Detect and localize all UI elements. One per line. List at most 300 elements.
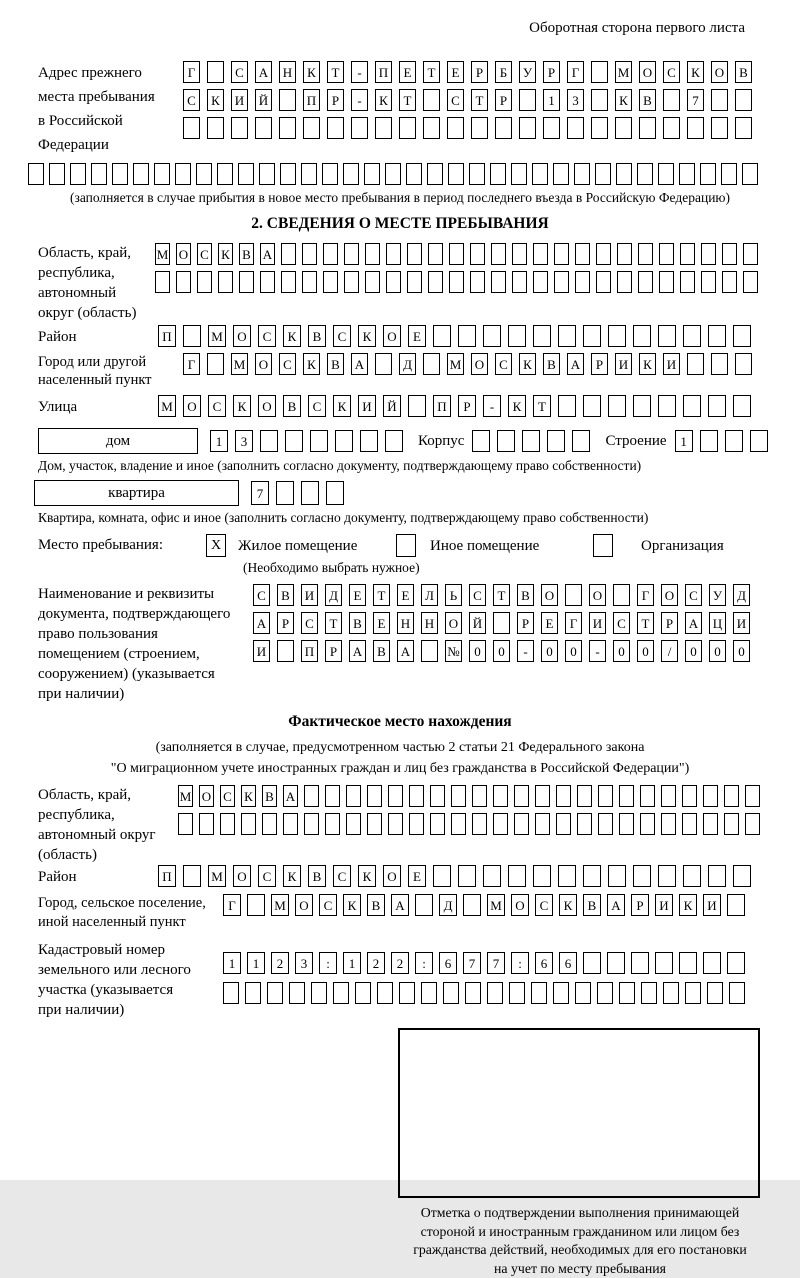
form-cell (514, 813, 529, 835)
form-cell (260, 271, 275, 293)
form-cell (183, 117, 200, 139)
form-cell (556, 785, 571, 807)
form-cell (533, 271, 548, 293)
form-cell: 6 (559, 952, 577, 974)
form-cell: В (239, 243, 254, 265)
form-cell (408, 395, 426, 417)
form-cell (283, 813, 298, 835)
region3-block (38, 785, 800, 865)
form-cell (333, 982, 349, 1004)
form-cell: М (158, 395, 176, 417)
form-cell: В (639, 89, 656, 111)
form-cell: П (303, 89, 320, 111)
form-cell (616, 163, 632, 185)
form-cell (365, 243, 380, 265)
form-cell (302, 271, 317, 293)
form-cell: 7 (487, 952, 505, 974)
form-cell (711, 89, 728, 111)
form-cell (575, 271, 590, 293)
form-cell: 0 (709, 640, 726, 662)
form-cell: В (349, 612, 366, 634)
form-cell: К (233, 395, 251, 417)
form-cell (683, 865, 701, 887)
form-cell: К (375, 89, 392, 111)
form-cell: С (301, 612, 318, 634)
house-number-cells (210, 430, 410, 452)
form-cell (409, 813, 424, 835)
form-cell: В (327, 353, 344, 375)
form-cell (451, 813, 466, 835)
form-cell (217, 163, 233, 185)
form-cell: В (367, 894, 385, 916)
form-cell: 7 (687, 89, 704, 111)
cell-row (155, 243, 764, 265)
form-cell (262, 813, 277, 835)
form-cell (449, 243, 464, 265)
cadastral-block (38, 940, 800, 1020)
form-cell: 1 (223, 952, 241, 974)
form-cell: А (567, 353, 584, 375)
form-cell (558, 325, 576, 347)
form-cell: И (253, 640, 270, 662)
form-cell (577, 813, 592, 835)
form-cell (708, 325, 726, 347)
form-cell (598, 785, 613, 807)
form-cell (302, 243, 317, 265)
label-line: Отметка о подтверждении выполнения принимающей (370, 1204, 790, 1223)
form-cell (727, 952, 745, 974)
form-cell: : (415, 952, 433, 974)
form-cell: И (615, 353, 632, 375)
form-cell (259, 163, 275, 185)
form-cell (608, 865, 626, 887)
form-cell: О (711, 61, 728, 83)
form-cell (276, 481, 294, 505)
form-cell: О (471, 353, 488, 375)
form-cell (613, 584, 630, 606)
form-cell (595, 163, 611, 185)
form-cell (407, 243, 422, 265)
form-cell: 0 (733, 640, 750, 662)
form-cell (497, 430, 515, 452)
form-cell: И (231, 89, 248, 111)
label-line: (область) (38, 845, 178, 865)
form-cell (223, 982, 239, 1004)
form-cell (658, 325, 676, 347)
form-cell: И (301, 584, 318, 606)
region-rows (155, 243, 764, 293)
form-cell: С (258, 865, 276, 887)
city3-row (38, 894, 800, 932)
form-cell (472, 785, 487, 807)
form-cell (448, 163, 464, 185)
form-cell: Д (733, 584, 750, 606)
form-cell (178, 813, 193, 835)
form-cell: К (218, 243, 233, 265)
form-cell: 1 (210, 430, 228, 452)
form-cell (687, 353, 704, 375)
form-cell (511, 163, 527, 185)
form-cell: С (319, 894, 337, 916)
stay-type-row (38, 534, 800, 557)
form-cell: Е (408, 325, 426, 347)
form-cell (360, 430, 378, 452)
form-cell (301, 163, 317, 185)
form-cell: К (343, 894, 361, 916)
form-cell: Е (541, 612, 558, 634)
form-cell (583, 952, 601, 974)
label-line: Область, край, (38, 243, 155, 263)
form-cell: К (679, 894, 697, 916)
form-cell: Т (533, 395, 551, 417)
form-cell: О (233, 325, 251, 347)
form-cell (631, 952, 649, 974)
section3-title: Фактическое место нахождения (0, 713, 800, 731)
previous-address-note: (заполняется в случае прибытия в новое место пребывания в период последнего въезда в Российскую Федерацию) (0, 190, 800, 206)
form-cell (633, 395, 651, 417)
cell-row (223, 894, 751, 916)
form-cell: Д (325, 584, 342, 606)
form-cell (472, 430, 490, 452)
form-cell (487, 982, 503, 1004)
form-cell (335, 430, 353, 452)
section2-title: 2. СВЕДЕНИЯ О МЕСТЕ ПРЕБЫВАНИЯ (0, 215, 800, 233)
form-cell (176, 271, 191, 293)
form-cell: К (358, 865, 376, 887)
form-cell (639, 117, 656, 139)
form-cell (661, 813, 676, 835)
form-cell: С (208, 395, 226, 417)
form-cell: 1 (247, 952, 265, 974)
form-cell: О (445, 612, 462, 634)
form-cell: Т (637, 612, 654, 634)
form-cell: С (613, 612, 630, 634)
form-cell: Р (517, 612, 534, 634)
form-cell: П (375, 61, 392, 83)
form-cell (638, 271, 653, 293)
form-cell: С (333, 865, 351, 887)
form-cell (708, 395, 726, 417)
form-cell: Р (661, 612, 678, 634)
region3-rows (178, 785, 766, 835)
form-cell (522, 430, 540, 452)
cell-row (178, 813, 766, 835)
form-cell (260, 430, 278, 452)
form-cell (519, 89, 536, 111)
form-cell (725, 430, 743, 452)
form-cell: Т (325, 612, 342, 634)
form-cell (735, 89, 752, 111)
form-cell (301, 481, 319, 505)
korpus-label: Корпус (410, 429, 472, 453)
form-cell: : (319, 952, 337, 974)
apartment-row (34, 480, 800, 506)
form-cell (375, 353, 392, 375)
form-cell: Й (255, 89, 272, 111)
form-cell (433, 865, 451, 887)
form-cell: В (277, 584, 294, 606)
form-cell: И (703, 894, 721, 916)
form-cell: Г (183, 61, 200, 83)
form-cell (742, 163, 758, 185)
form-cell: - (517, 640, 534, 662)
form-cell (532, 163, 548, 185)
form-cell (577, 785, 592, 807)
form-cell: А (255, 61, 272, 83)
label-line: Город, сельское поселение, (38, 894, 223, 913)
form-cell: С (685, 584, 702, 606)
form-cell: 1 (343, 952, 361, 974)
form-cell (281, 271, 296, 293)
form-cell: М (155, 243, 170, 265)
form-cell (663, 117, 680, 139)
form-cell (633, 865, 651, 887)
form-cell: О (661, 584, 678, 606)
house-note: Дом, участок, владение и иное (заполнить согласно документу, подтверждающему право собственности) (38, 458, 800, 474)
form-cell (490, 163, 506, 185)
form-cell (322, 163, 338, 185)
previous-address-rows (183, 61, 759, 139)
form-cell (558, 865, 576, 887)
form-cell (183, 325, 201, 347)
form-cell: И (655, 894, 673, 916)
label-line: "О миграционном учете иностранных граждан и лиц без гражданства в Российской Федерации") (0, 758, 800, 779)
form-cell (433, 325, 451, 347)
cell-row (253, 640, 757, 662)
form-cell (472, 813, 487, 835)
label-line: Кадастровый номер (38, 940, 223, 960)
form-cell (470, 243, 485, 265)
form-cell (708, 865, 726, 887)
form-cell: Л (421, 584, 438, 606)
checkbox-residential: X (206, 534, 226, 557)
cell-row-full-width (28, 163, 800, 185)
form-cell (280, 163, 296, 185)
form-cell (154, 163, 170, 185)
form-cell (735, 353, 752, 375)
form-cell (655, 952, 673, 974)
form-cell: С (258, 325, 276, 347)
form-cell (447, 117, 464, 139)
form-cell (638, 243, 653, 265)
form-cell: 0 (613, 640, 630, 662)
form-cell: П (301, 640, 318, 662)
form-cell (735, 117, 752, 139)
form-cell (343, 163, 359, 185)
form-cell (183, 865, 201, 887)
label-line: на учет по месту пребывания (370, 1260, 790, 1278)
form-cell: А (685, 612, 702, 634)
form-cell (750, 430, 768, 452)
form-cell: А (349, 640, 366, 662)
cell-row (223, 982, 751, 1004)
label-line: помещением (строением, (38, 644, 253, 664)
form-cell (423, 89, 440, 111)
form-cell: Д (399, 353, 416, 375)
label-line: участка (указывается (38, 980, 223, 1000)
form-cell (703, 785, 718, 807)
form-cell (399, 982, 415, 1004)
form-cell: М (178, 785, 193, 807)
form-cell: Р (631, 894, 649, 916)
form-cell (724, 785, 739, 807)
form-cell (591, 61, 608, 83)
form-cell: 0 (493, 640, 510, 662)
cell-row (183, 61, 759, 83)
label-line: автономный округ (38, 825, 178, 845)
form-cell: П (158, 865, 176, 887)
form-cell (701, 243, 716, 265)
option-residential-label: Жилое помещение (226, 536, 396, 555)
form-cell: Р (325, 640, 342, 662)
form-cell (458, 865, 476, 887)
form-cell (207, 353, 224, 375)
form-cell (608, 395, 626, 417)
form-cell: - (589, 640, 606, 662)
stamp-caption (370, 1204, 790, 1278)
form-cell (430, 785, 445, 807)
form-cell: К (241, 785, 256, 807)
form-cell: А (351, 353, 368, 375)
form-cell: Е (397, 584, 414, 606)
form-cell: Е (399, 61, 416, 83)
form-cell (514, 785, 529, 807)
region-label (38, 243, 155, 323)
form-cell (583, 395, 601, 417)
form-cell (558, 395, 576, 417)
form-cell (327, 117, 344, 139)
form-cell: С (231, 61, 248, 83)
district3-row (38, 865, 800, 889)
form-cell (596, 271, 611, 293)
form-cell: О (541, 584, 558, 606)
form-cell: Г (183, 353, 200, 375)
stroenie-cells (675, 430, 775, 452)
form-cell (617, 243, 632, 265)
form-cell (535, 813, 550, 835)
form-cell: Ь (445, 584, 462, 606)
form-cell (323, 271, 338, 293)
stroenie-label: Строение (597, 429, 674, 453)
form-cell (658, 163, 674, 185)
form-cell (304, 813, 319, 835)
form-cell (682, 785, 697, 807)
form-cell: Е (408, 865, 426, 887)
form-cell (355, 982, 371, 1004)
form-cell (608, 325, 626, 347)
form-cell: О (589, 584, 606, 606)
form-cell: О (511, 894, 529, 916)
form-cell (663, 89, 680, 111)
form-cell: Г (637, 584, 654, 606)
form-cell: Г (567, 61, 584, 83)
label-line: округ (область) (38, 303, 155, 323)
form-cell (281, 243, 296, 265)
form-cell (385, 430, 403, 452)
label-line: Город или другой (38, 353, 183, 371)
form-cell (703, 813, 718, 835)
form-cell: 0 (541, 640, 558, 662)
form-cell (207, 117, 224, 139)
form-cell: М (231, 353, 248, 375)
form-cell (583, 325, 601, 347)
form-cell (443, 982, 459, 1004)
form-cell: К (207, 89, 224, 111)
label-line: сооружением) (указывается (38, 664, 253, 684)
form-cell (428, 271, 443, 293)
label-line: населенный пункт (38, 371, 183, 389)
form-cell (533, 325, 551, 347)
form-cell (367, 785, 382, 807)
form-cell (663, 982, 679, 1004)
cadastral-rows (223, 952, 751, 1004)
form-cell: А (260, 243, 275, 265)
form-cell: Е (447, 61, 464, 83)
section3-note (0, 737, 800, 779)
label-line: при наличии) (38, 684, 253, 704)
region-block (38, 243, 800, 323)
cell-row (158, 865, 758, 887)
form-cell (346, 785, 361, 807)
form-cell (619, 785, 634, 807)
form-cell (463, 894, 481, 916)
form-cell (512, 271, 527, 293)
form-cell: А (283, 785, 298, 807)
form-cell: 3 (235, 430, 253, 452)
label-line: иной населенный пункт (38, 913, 223, 932)
form-cell (745, 785, 760, 807)
form-cell: 2 (367, 952, 385, 974)
form-cell: 1 (675, 430, 693, 452)
form-cell: Р (327, 89, 344, 111)
form-cell (277, 640, 294, 662)
form-cell (415, 894, 433, 916)
form-cell (575, 243, 590, 265)
form-cell (471, 117, 488, 139)
form-cell (685, 982, 701, 1004)
form-cell (430, 813, 445, 835)
form-cell (707, 982, 723, 1004)
form-cell (449, 271, 464, 293)
form-cell: У (709, 584, 726, 606)
form-cell: О (383, 325, 401, 347)
form-cell (543, 117, 560, 139)
form-cell: С (663, 61, 680, 83)
option-organization-label: Организация (613, 536, 724, 555)
form-cell (470, 271, 485, 293)
form-cell: Ц (709, 612, 726, 634)
form-cell (451, 785, 466, 807)
form-cell: Т (327, 61, 344, 83)
form-cell (700, 430, 718, 452)
form-cell (633, 325, 651, 347)
form-cell (231, 117, 248, 139)
form-cell: С (469, 584, 486, 606)
form-cell (70, 163, 86, 185)
form-cell: К (303, 353, 320, 375)
form-cell: Р (458, 395, 476, 417)
form-cell: Н (279, 61, 296, 83)
form-cell: В (308, 865, 326, 887)
form-cell: О (233, 865, 251, 887)
form-cell (377, 982, 393, 1004)
form-cell (495, 117, 512, 139)
form-cell (565, 584, 582, 606)
street-label: Улица (38, 395, 158, 419)
form-cell: : (511, 952, 529, 974)
stay-type-label: Место пребывания: (38, 537, 206, 554)
form-cell (218, 271, 233, 293)
